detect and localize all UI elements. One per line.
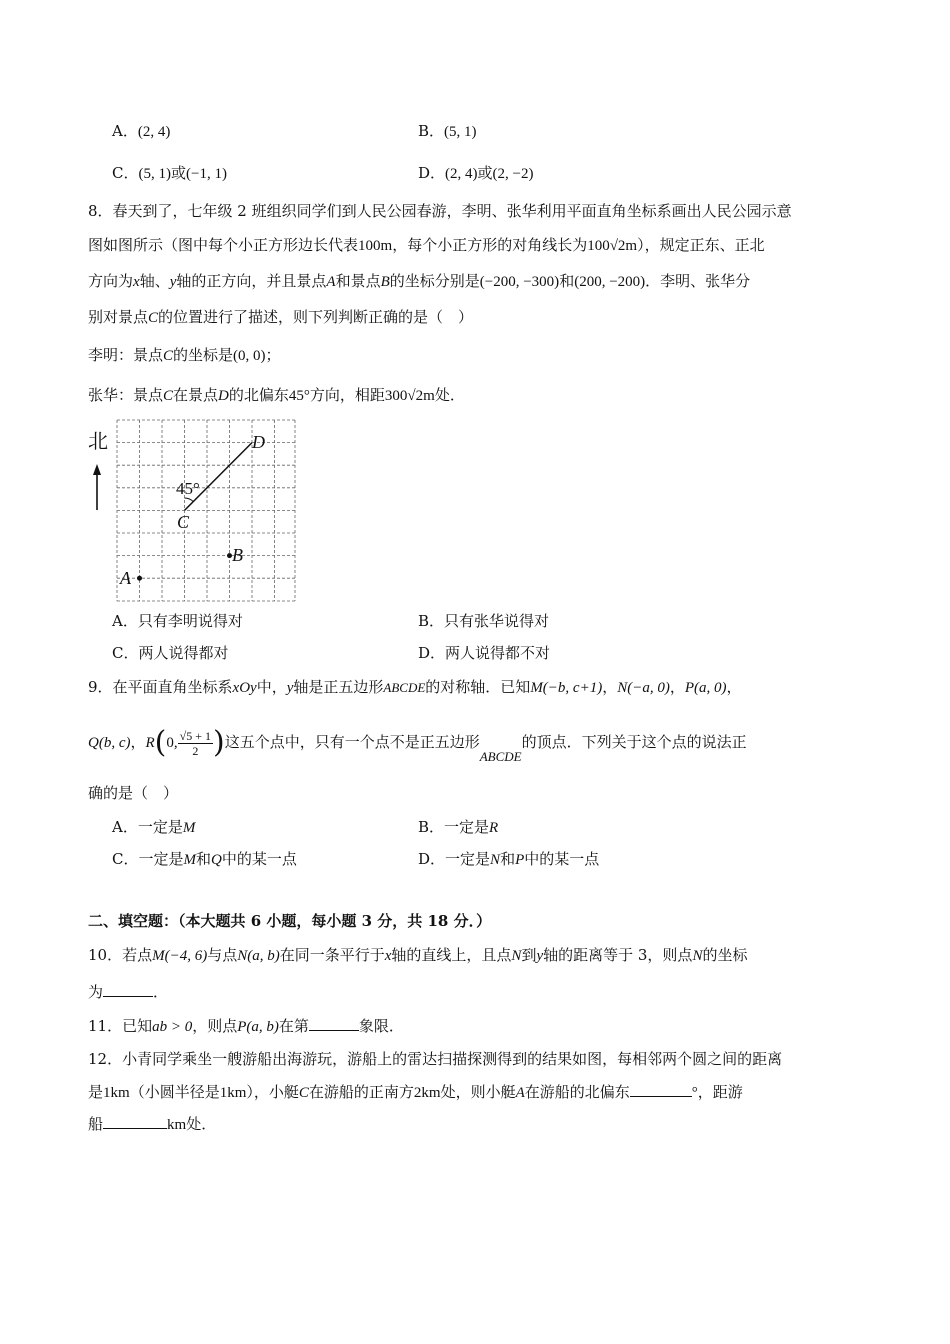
math: A	[326, 274, 336, 290]
q8-option-a	[112, 610, 243, 632]
q8-line-5	[88, 344, 281, 367]
q8-line-3	[88, 270, 750, 293]
north-label: 北	[88, 429, 108, 453]
question-text: 别对景点	[88, 308, 149, 326]
q9-option-c	[112, 848, 297, 871]
question-text: 的坐标分别是	[389, 272, 480, 290]
question-text: 轴的正方向，并且景点	[176, 272, 327, 290]
option-label: B．	[418, 818, 445, 836]
math: N	[692, 948, 703, 964]
math: P(a, 0)	[684, 680, 727, 696]
option-text: (2, −2)	[492, 166, 534, 182]
math: P(a, b)	[237, 1019, 279, 1035]
q8-option-d	[418, 642, 550, 664]
question-text: 轴是正五边形	[293, 678, 384, 696]
question-text: 图如图所示（图中每个小正方形边长代表	[88, 236, 359, 254]
option-text: (−1, 1)	[186, 166, 227, 182]
question-text: 这五个点中，只有一个点不是正五边形	[224, 733, 480, 751]
point-c-label: C	[177, 512, 190, 532]
question-text: ，	[130, 733, 146, 751]
option-text: (5, 1)	[444, 124, 477, 140]
angle-label: 45°	[176, 479, 200, 498]
angle-arc	[185, 498, 194, 501]
q12-line-3	[88, 1112, 216, 1136]
question-text: ，	[602, 678, 618, 696]
question-text: 李明：景点	[88, 346, 164, 364]
question-text: 9．在平面直角坐标系	[88, 678, 233, 696]
north-arrow-icon	[93, 464, 101, 510]
question-text: 12．小青同学乘坐一艘游船出海游玩，游船上的雷达扫描探测得到的结果如图，每相邻两个圆之间的距离	[88, 1050, 783, 1068]
question-text: 船	[88, 1115, 104, 1133]
math: (200, −200)	[574, 274, 646, 290]
math: 1km	[219, 1085, 247, 1101]
math: ab > 0	[152, 1019, 193, 1035]
q12-line-2	[88, 1080, 743, 1104]
grid	[117, 420, 295, 601]
math: N	[511, 948, 522, 964]
option-label: D．	[418, 850, 446, 868]
q8-option-b	[418, 610, 549, 632]
q9-option-b	[418, 816, 498, 839]
question-text: 8．春天到了，七年级 2 班组织同学们到人民公园春游，李明、张华利用平面直角坐标系画出人民公园示意	[88, 202, 792, 220]
math: xOy	[232, 680, 257, 696]
q7-option-d	[418, 162, 534, 185]
q8-line-2	[88, 234, 765, 257]
math: °	[691, 1085, 698, 1101]
math: y	[169, 274, 177, 290]
option-label: D．	[418, 164, 446, 182]
question-text: 方向，相距	[309, 386, 385, 404]
q10-line-1	[88, 944, 747, 967]
option-text: 或	[477, 164, 493, 182]
question-text: 的北偏东	[228, 386, 289, 404]
q9-line-2: Q(b, c)，R(0, $\frac{√5 + 1}{2}$ )这五个点中，只有一个点不是正五边形ABCDE的顶点．下列关于这个点的说法正	[88, 725, 747, 764]
option-label: C．	[112, 164, 139, 182]
question-text: 处．	[186, 1115, 217, 1133]
option-label: C．	[112, 644, 139, 662]
math: B	[380, 274, 390, 290]
question-text: 在第	[278, 1017, 309, 1035]
q9-line-3	[88, 782, 178, 804]
math: 45°	[288, 388, 310, 404]
math: M	[182, 820, 196, 836]
math: R	[145, 735, 155, 751]
option-label: A．	[112, 818, 138, 836]
question-text: 10．若点	[88, 946, 153, 964]
option-text: 和	[500, 850, 516, 868]
math: 100√2m	[587, 238, 638, 254]
math: C	[163, 388, 174, 404]
q7-option-b	[418, 120, 477, 143]
option-text: 一定是	[445, 850, 491, 868]
question-text: 的位置进行了描述，则下列判断正确的是（ ）	[158, 308, 474, 326]
option-text: 只有李明说得对	[137, 612, 243, 630]
math: C	[163, 348, 174, 364]
math: y	[286, 680, 294, 696]
math: y	[536, 948, 544, 964]
option-text: 一定是	[444, 818, 490, 836]
q8-line-4	[88, 306, 473, 329]
option-label: D．	[418, 644, 446, 662]
question-text: 轴的距离等于 3，则点	[543, 946, 693, 964]
question-text: 的坐标是	[173, 346, 234, 364]
math: x	[384, 948, 392, 964]
math: N	[490, 852, 501, 868]
math: D	[218, 388, 229, 404]
math: A	[515, 1085, 525, 1101]
question-text: 象限．	[358, 1017, 404, 1035]
section-title: 二、填空题：（本大题共 6 小题，每小题 3 分，共 18 分．）	[88, 912, 492, 930]
option-text: 只有张华说得对	[444, 612, 550, 630]
question-text: 与点	[207, 946, 238, 964]
math: M(−b, c+1)	[530, 680, 603, 696]
option-text: 两人说得都对	[138, 644, 229, 662]
option-text: 一定是	[137, 818, 183, 836]
math: 300√2m	[384, 388, 435, 404]
q11-line	[88, 1014, 404, 1038]
fraction	[178, 729, 213, 758]
q9-option-a	[112, 816, 195, 839]
question-text: 确的是（ ）	[88, 784, 179, 802]
math: C	[148, 310, 159, 326]
q8-line-6	[88, 384, 465, 407]
question-text: 的对称轴．已知	[425, 678, 531, 696]
question-text: 在游船的北偏东	[524, 1083, 630, 1101]
question-text: ，每个小正方形的对角线长为	[392, 236, 588, 254]
math: (−200, −300)	[479, 274, 560, 290]
option-label: A．	[112, 122, 138, 140]
question-text: 到	[521, 946, 537, 964]
question-text: 轴的直线上，且点	[391, 946, 512, 964]
question-text: ，则点	[192, 1017, 238, 1035]
option-label: B．	[418, 612, 445, 630]
question-text: ；	[265, 346, 281, 364]
math: (0, 0)	[233, 348, 266, 364]
math: P	[515, 852, 525, 868]
math: 0,	[166, 735, 178, 751]
question-text: 和	[559, 272, 575, 290]
answer-blank[interactable]	[103, 1112, 167, 1129]
question-text: ，	[669, 678, 685, 696]
question-text: 处，则小艇	[440, 1083, 516, 1101]
option-text: 中的某一点	[221, 850, 297, 868]
math: M(−4, 6)	[152, 948, 208, 964]
question-text: 11．已知	[88, 1017, 153, 1035]
question-text: 和景点	[335, 272, 381, 290]
q7-option-c	[112, 162, 227, 185]
question-text: ．李明、张华分	[645, 272, 751, 290]
math: ABCDE	[383, 680, 426, 695]
point-d-label: D	[252, 432, 265, 452]
point-a-label: A	[120, 568, 131, 588]
question-text: ），小艇	[246, 1083, 299, 1101]
q10-line-2	[88, 980, 168, 1003]
option-text: 和	[196, 850, 212, 868]
option-text: (2, 4)	[445, 166, 478, 182]
math: 2km	[413, 1085, 441, 1101]
option-label: B．	[418, 122, 445, 140]
q8-line-1	[88, 200, 792, 222]
fraction-denominator: 2	[192, 743, 199, 758]
q9-line-1	[88, 676, 742, 699]
question-text: 中，	[256, 678, 287, 696]
question-text: 在游船的正南方	[308, 1083, 414, 1101]
segment-cd	[185, 443, 253, 511]
math: N(a, b)	[237, 948, 280, 964]
question-text: 在同一条平行于	[279, 946, 385, 964]
answer-blank[interactable]	[630, 1080, 692, 1097]
option-text: 或	[170, 164, 186, 182]
question-text: 处．	[434, 386, 465, 404]
question-text: ，	[726, 678, 742, 696]
option-label: A．	[112, 612, 138, 630]
math: 1km	[103, 1085, 130, 1101]
question-text: 的顶点．下列关于这个点的说法正	[521, 733, 747, 751]
answer-blank[interactable]	[309, 1014, 359, 1031]
question-text: 的坐标	[702, 946, 748, 964]
option-text: 两人说得都不对	[445, 644, 551, 662]
option-text: (2, 4)	[137, 124, 171, 140]
question-text: 为	[88, 983, 104, 1001]
math: Q(b, c)	[88, 735, 131, 751]
point-a	[137, 576, 142, 581]
math: M	[183, 852, 196, 868]
point-b-label: B	[232, 545, 243, 565]
option-label: C．	[112, 850, 139, 868]
fraction-numerator: √5 + 1	[179, 728, 211, 743]
option-text: (5, 1)	[138, 166, 171, 182]
math: R	[489, 820, 499, 836]
math: N(−a, 0)	[617, 680, 670, 696]
q9-option-d	[418, 848, 599, 871]
question-text: ），规定正东、正北	[637, 236, 765, 254]
question-text: 张华：景点	[88, 386, 164, 404]
question-text: 方向为	[88, 272, 134, 290]
option-text: 一定是	[138, 850, 184, 868]
question-text: （小圆半径是	[129, 1083, 220, 1101]
question-text: 在景点	[173, 386, 219, 404]
question-text: ，距游	[697, 1083, 743, 1101]
math: x	[133, 274, 140, 290]
answer-blank[interactable]	[103, 980, 153, 997]
park-map-figure	[86, 418, 298, 604]
q7-option-a	[112, 120, 170, 143]
option-text: 中的某一点	[524, 850, 600, 868]
math: km	[167, 1117, 187, 1133]
question-text: 轴、	[139, 272, 170, 290]
q8-option-c	[112, 642, 229, 664]
math: 100m	[358, 238, 393, 254]
question-text: ．	[153, 983, 169, 1001]
q12-line-1	[88, 1048, 782, 1070]
math: Q	[211, 852, 222, 868]
math: C	[298, 1085, 309, 1101]
question-text: 是	[88, 1083, 104, 1101]
math: ABCDE	[479, 749, 522, 764]
